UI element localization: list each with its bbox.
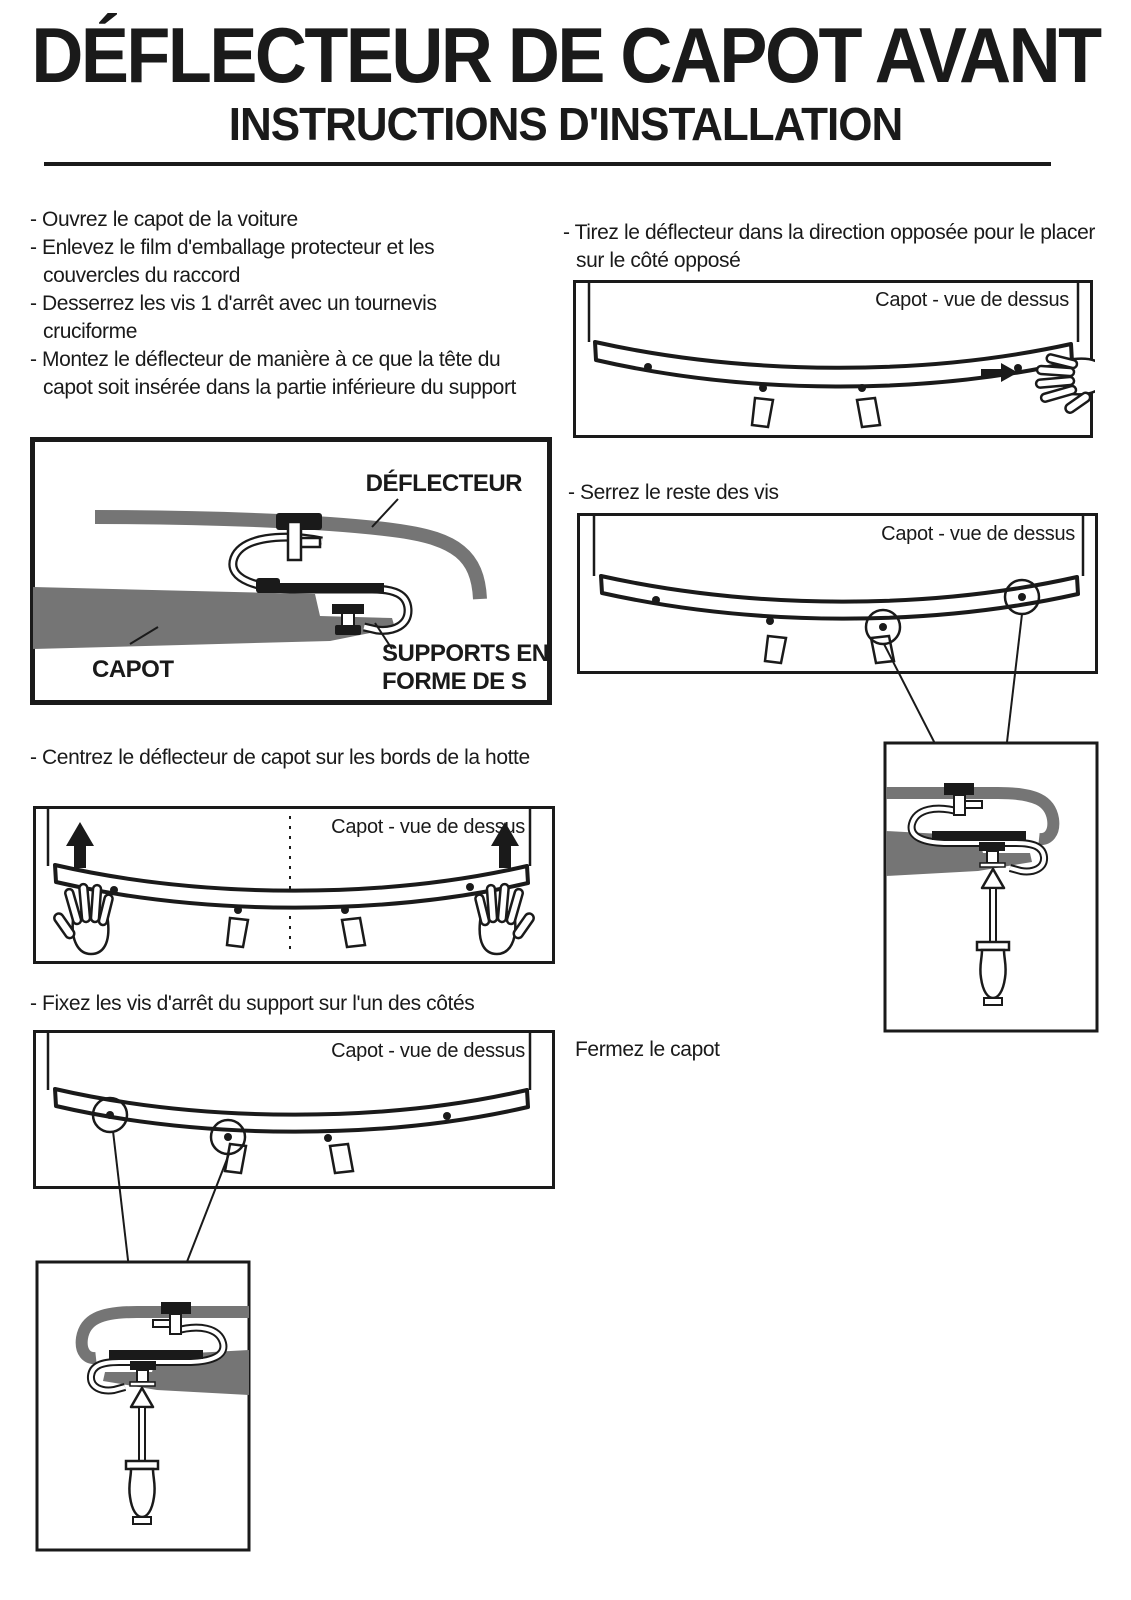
screw-dot [858, 384, 866, 392]
step-open-hood: - Ouvrez le capot de la voiture [30, 208, 298, 231]
screw-dot [1014, 364, 1022, 372]
cross-section-diagram [30, 437, 552, 705]
step-remove-film: - Enlevez le film d'emballage protecteur et les couvercles du raccord [30, 236, 435, 287]
mounting-tab [227, 918, 248, 947]
top-view-label: Capot - vue de dessus [331, 1040, 525, 1062]
screw-dot [652, 596, 660, 604]
screw-dot [644, 363, 652, 371]
screw-dot [106, 1111, 114, 1119]
mounting-tab [857, 398, 880, 427]
mounting-tab [765, 636, 786, 663]
deflector-edge-bar [932, 831, 1026, 840]
hood-label: CAPOT [92, 656, 174, 683]
page-title: DÉFLECTEUR DE CAPOT AVANT [31, 13, 1100, 100]
top-view-tighten-diagram [575, 513, 1100, 1033]
top-view-label: Capot - vue de dessus [881, 523, 1075, 545]
screw-dot [759, 384, 767, 392]
step-close-hood: Fermez le capot [575, 1038, 720, 1061]
deflector-label: DÉFLECTEUR [365, 470, 522, 497]
deflector-edge-bar [258, 583, 384, 593]
deflector-edge-bar [109, 1350, 203, 1359]
step-loosen-screws: - Desserrez les vis 1 d'arrêt avec un tournevis cruciforme [30, 292, 437, 343]
top-view-pull-diagram [573, 280, 1095, 438]
screw-dot [466, 883, 474, 891]
screw-dot [224, 1133, 232, 1141]
screw-dot [234, 906, 242, 914]
screw-dot [110, 886, 118, 894]
top-view-fix-diagram [33, 1030, 555, 1552]
step-tighten-screws: - Serrez le reste des vis [568, 481, 779, 504]
mounting-tab [330, 1144, 353, 1173]
step-list [30, 206, 525, 402]
top-view-label: Capot - vue de dessus [875, 289, 1069, 311]
bracket-label-line2: FORME DE S [382, 668, 527, 695]
screw-dot [324, 1134, 332, 1142]
top-view-center-diagram [33, 806, 555, 964]
step-pull-deflector: - Tirez le déflecteur dans la direction opposée pour le placer sur le côté opposé [563, 221, 1096, 272]
mounting-tab [342, 918, 365, 947]
step-mount-deflector: - Montez le déflecteur de manière à ce que la tête du capot soit insérée dans la partie inférieure du support [30, 348, 516, 399]
step-fix-screws: - Fixez les vis d'arrêt du support sur l'un des côtés [30, 992, 475, 1015]
screw-dot [879, 623, 887, 631]
top-view-label: Capot - vue de dessus [331, 816, 525, 838]
step-center-deflector: - Centrez le déflecteur de capot sur les bords de la hotte [30, 746, 530, 769]
screw-dot [443, 1112, 451, 1120]
header-divider [44, 162, 1051, 166]
mounting-tab [752, 398, 773, 427]
bracket-label-line1: SUPPORTS EN [382, 640, 549, 667]
screw-dot [766, 617, 774, 625]
page-subtitle: INSTRUCTIONS D'INSTALLATION [228, 99, 903, 151]
screw-dot [341, 906, 349, 914]
screw-dot [1018, 593, 1026, 601]
